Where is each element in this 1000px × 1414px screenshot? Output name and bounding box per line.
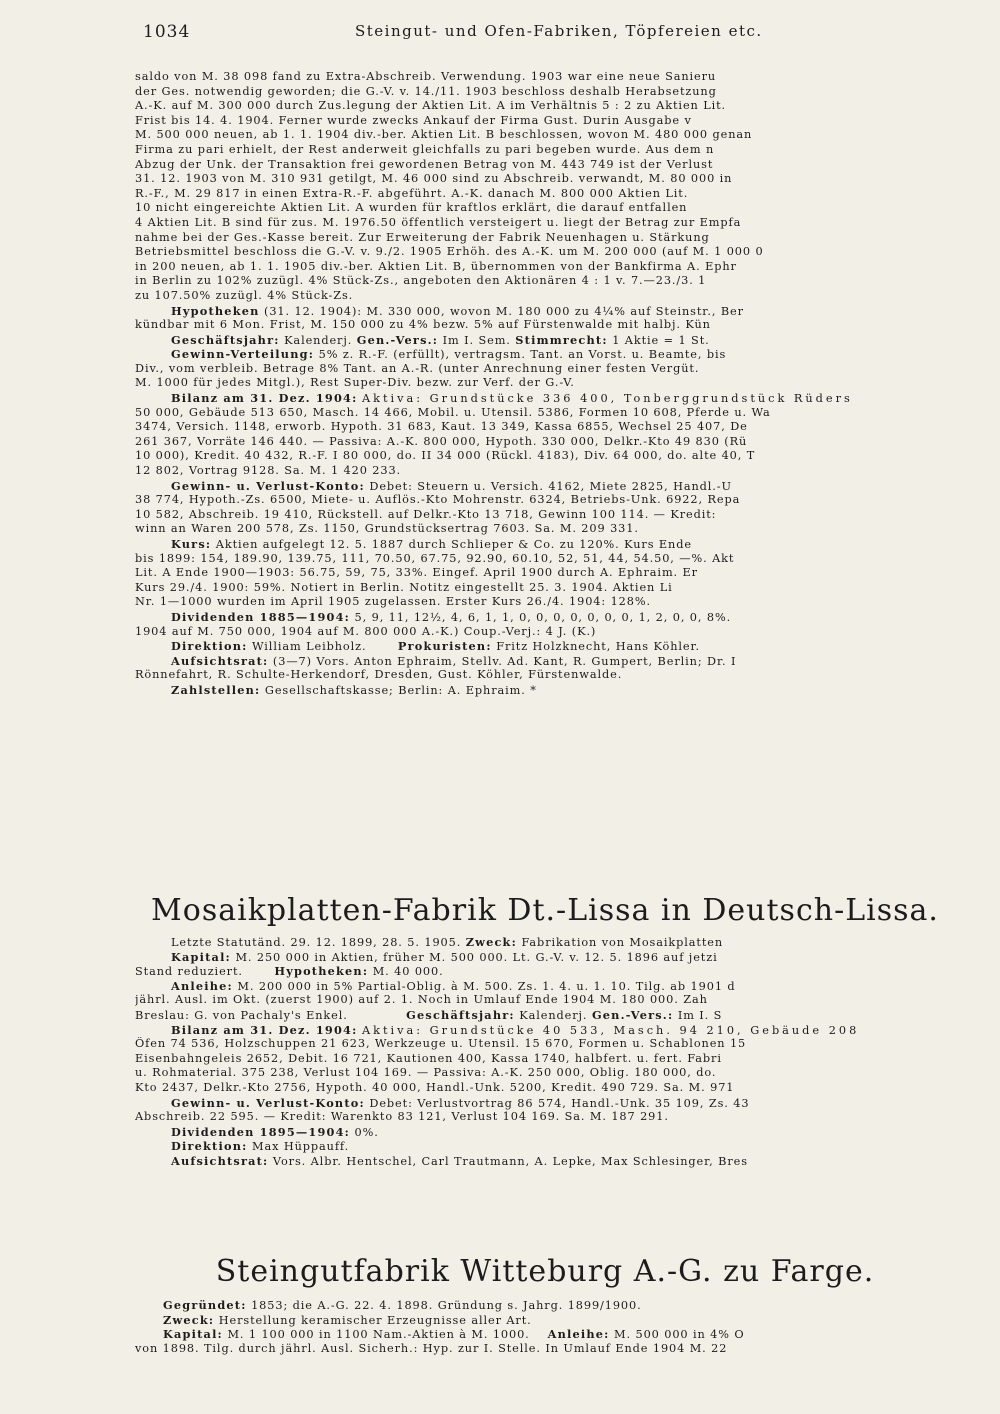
entry-text: Im I. S [677,1008,723,1022]
entry-label: Gen.-Vers.: [356,332,439,347]
entry-text: Herstellung keramischer Erzeugnisse aller Art. [218,1313,532,1327]
text-line: 3474, Versich. 1148, erworb. Hypoth. 31 683, Kaut. 13 349, Kassa 6855, Wechsel 25 407, De [135,420,748,434]
text-line: Kurs 29./4. 1900: 59%. Notiert in Berlin. Notitz eingestellt 25. 3. 1904. Aktien Li [135,580,673,594]
entry-text: Fabrikation von Mosaikplatten [521,936,724,949]
entry-label: Hypotheken: [274,964,369,979]
running-head: Steingut- und Ofen-Fabriken, Töpfereien etc. [355,22,763,40]
entry-text: (31. 12. 1904): M. 330 000, wovon M. 180 000 zu 4¼% auf Steinstr., Ber [264,304,744,318]
text-line: M. 500 000 neuen, ab 1. 1. 1904 div.-ber. Aktien Lit. B beschlossen, wovon M. 480 000 genan [135,128,753,142]
entry-text: Breslau: G. von Pachaly's Enkel. [135,1008,348,1022]
entry-label: Geschäftsjahr: [171,332,280,347]
entry-label: Zweck: [163,1312,215,1327]
text-line: der Ges. notwendig geworden; die G.-V. v. 14./11. 1903 beschloss deshalb Herabsetzung [135,84,717,98]
entry-label: Hypotheken [171,303,260,318]
text-line: Lit. A Ende 1900—1903: 56.75, 59, 75, 33%. Eingef. April 1900 durch A. Ephraim. Er [135,566,698,580]
entry-label: Gewinn-Verteilung: [171,347,315,362]
text-line: jährl. Ausl. im Okt. (zuerst 1900) auf 2. 1. Noch in Umlauf Ende 1904 M. 180 000. Zah [135,993,708,1007]
entry-label: Kapital: [163,1327,223,1342]
entry-label: Stimmrecht: [515,332,608,347]
entry-label: Zweck: [465,935,517,949]
text-line: winn an Waren 200 578, Zs. 1150, Grundstücksertrag 7603. Sa. M. 209 331. [135,522,639,536]
entry-label: Dividenden 1895—1904: [171,1124,351,1139]
entry-text: William Leibholz. [251,640,367,654]
text-line: saldo von M. 38 098 fand zu Extra-Abschreib. Verwendung. 1903 war eine neue Sanieru [135,70,717,83]
entry-text: Aktien aufgelegt 12. 5. 1887 durch Schlieper & Co. zu 120%. Kurs Ende [215,538,692,551]
entry-label: Geschäftsjahr: [406,1007,515,1022]
entry-text: (3—7) Vors. Anton Ephraim, Stellv. Ad. Kant, R. Gumpert, Berlin; Dr. I [272,654,737,668]
text-line: nahme bei der Ges.-Kasse bereit. Zur Erweiterung der Fabrik Neuenhagen u. Stärkung [135,230,710,244]
entry-label: Anleihe: [547,1327,610,1342]
company-title-mosaikplatten: Mosaikplatten-Fabrik Dt.-Lissa in Deutsch-Lissa. [151,893,939,928]
entry-text: M. 1 100 000 in 1100 Nam.-Aktien à M. 1000. [227,1328,530,1342]
direktion-entry [135,1139,935,1154]
entry-text: 1 Aktie = 1 St. [612,333,710,347]
gewinn-verlust-entry [135,1096,935,1111]
text-line: 261 367, Vorräte 146 440. — Passiva: A.-K. 800 000, Hypoth. 330 000, Delkr.-Kto 49 830 (Rü [135,434,748,448]
text-line: Rönnefahrt, R. Schulte-Herkendorf, Dresden, Gust. Köhler, Fürstenwalde. [135,668,623,682]
text-line: Frist bis 14. 4. 1904. Ferner wurde zwecks Ankauf der Firma Gust. Durin Ausgabe v [135,113,692,127]
entry-label: Gewinn- u. Verlust-Konto: [171,1095,365,1110]
entry-label: Gewinn- u. Verlust-Konto: [171,478,365,493]
kapital-entry [135,950,935,965]
text-line: bis 1899: 154, 189.90, 139.75, 111, 70.50, 67.75, 92.90, 60.10, 52, 51, 44, 54.50, —%. Akt [135,551,735,565]
hypotheken-entry [135,304,935,319]
kapital-entry [135,1327,935,1342]
entry-text: Gesellschaftskasse; Berlin: A. Ephraim. * [264,683,537,697]
text-line: Kto 2437, Delkr.-Kto 2756, Hypoth. 40 000, Handl.-Unk. 5200, Kredit. 490 729. Sa. M. 971 [135,1080,735,1094]
entry-text: Stand reduziert. [135,965,243,979]
entry-label: Kurs: [171,537,212,551]
gegruendet-entry [135,1298,935,1313]
bilanz-entry [135,1023,935,1038]
statut-entry [135,935,935,950]
aufsichtsrat-entry [135,1154,935,1169]
text-line: Betriebsmittel beschloss die G.-V. v. 9./2. 1905 Erhöh. des A.-K. um M. 200 000 (auf M. 1 000 0 [135,245,764,259]
entry-label: Dividenden 1885—1904: [171,609,351,624]
entry-label: Prokuristen: [397,639,492,654]
text-line: u. Rohmaterial. 375 238, Verlust 104 169. — Passiva: A.-K. 250 000, Oblig. 180 000, do. [135,1066,717,1080]
text-line: 50 000, Gebäude 513 650, Masch. 14 466, Mobil. u. Utensil. 5386, Formen 10 608, Pferde u. Wa [135,405,771,419]
entry-text: M. 40 000. [372,965,444,979]
section2-text [135,935,935,1169]
text-line: Firma zu pari erhielt, der Rest anderweit gleichfalls zu pari begeben wurde. Aus dem n [135,142,715,156]
entry-label: Gegründet: [163,1298,247,1312]
geschaeftsjahr-entry [135,333,935,348]
entry-text: Debet: Steuern u. Versich. 4162, Miete 2825, Handl.-U [369,479,732,493]
gewinn-verteilung-entry [135,347,935,362]
dividenden-entry [135,610,935,625]
entry-text: Aktiva: Grundstücke 336 400, Tonberggrundstück Rüders [361,392,853,406]
entry-label: Direktion: [171,639,248,654]
entry-label: Kapital: [171,949,231,964]
entry-text: M. 200 000 in 5% Partial-Oblig. à M. 500. Zs. 1. 4. u. 1. 10. Tilg. ab 1901 d [237,979,736,993]
entry-text: Kalenderj. [519,1008,588,1022]
aufsichtsrat-entry [135,654,935,669]
text-line: 4 Aktien Lit. B sind für zus. M. 1976.50 öffentlich versteigert u. liegt der Betrag zur Empfa [135,215,742,229]
text-line: 10 000), Kredit. 40 432, R.-F. I 80 000, do. II 34 000 (Rückl. 4183), Div. 64 000, do. alte 40, T [135,449,756,463]
direktion-entry [135,639,935,654]
entry-text: M. 500 000 in 4% O [614,1328,745,1342]
entry-label: Gen.-Vers.: [591,1007,674,1022]
anleihe-entry [135,979,935,994]
text-line: Abzug der Unk. der Transaktion frei gewordenen Betrag von M. 443 749 ist der Verlust [135,157,714,171]
dividenden-entry [135,1125,935,1140]
entry-text: 0%. [354,1125,379,1139]
text-line: A.-K. auf M. 300 000 durch Zus.legung der Aktien Lit. A im Verhältnis 5 : 2 zu Aktien Lit. [135,99,727,113]
text-line: 31. 12. 1903 von M. 310 931 getilgt, M. 46 000 sind zu Abschreib. verwandt, M. 80 000 in [135,172,733,186]
text-line: zu 107.50% zuzügl. 4% Stück-Zs. [135,288,354,302]
bilanz-entry [135,391,935,406]
text-line: 12 802, Vortrag 9128. Sa. M. 1 420 233. [135,464,402,478]
entry-text: 1853; die A.-G. 22. 4. 1898. Gründung s. Jahrg. 1899/1900. [251,1299,642,1312]
entry-text: Vors. Albr. Hentschel, Carl Trautmann, A. Lepke, Max Schlesinger, Bres [272,1154,748,1168]
text-line [135,1008,935,1023]
text-line: M. 1000 für jedes Mitgl.), Rest Super-Div. bezw. zur Verf. der G.-V. [135,376,575,390]
entry-text: 5, 9, 11, 12½, 4, 6, 1, 1, 0, 0, 0, 0, 0, 0, 0, 1, 2, 0, 0, 8%. [354,610,732,624]
entry-text: Fritz Holzknecht, Hans Köhler. [496,640,701,654]
entry-text: Im I. Sem. [442,333,511,347]
company-title-witteburg: Steingutfabrik Witteburg A.-G. zu Farge. [215,1254,875,1289]
entry-label: Anleihe: [171,978,233,993]
text-line: Div., vom verbleib. Betrage 8% Tant. an A.-R. (unter Anrechnung einer festen Vergüt. [135,361,700,375]
kurs-entry [135,537,935,552]
text-line: Eisenbahngeleis 2652, Debit. 16 721, Kautionen 400, Kassa 1740, halbfert. u. fert. Fabri [135,1051,722,1065]
text-line: 10 582, Abschreib. 19 410, Rückstell. auf Delkr.-Kto 13 718, Gewinn 100 114. — Kredit: [135,507,717,521]
text-line: Öfen 74 536, Holzschuppen 21 623, Werkzeuge u. Utensil. 15 670, Formen u. Schablonen 15 [135,1037,747,1051]
entry-text: Letzte Statutänd. 29. 12. 1899, 28. 5. 1905. [171,936,462,949]
entry-text: 5% z. R.-F. (erfüllt), vertragsm. Tant. an Vorst. u. Beamte, bis [318,348,727,362]
text-line: Nr. 1—1000 wurden im April 1905 zugelassen. Erster Kurs 26./4. 1904: 128%. [135,595,651,609]
text-line: 1904 auf M. 750 000, 1904 auf M. 800 000 A.-K.) Coup.-Verj.: 4 J. (K.) [135,624,597,638]
text-line: kündbar mit 6 Mon. Frist, M. 150 000 zu 4% bezw. 5% auf Fürstenwalde mit halbj. Kün [135,318,711,332]
entry-text: Debet: Verlustvortrag 86 574, Handl.-Unk. 35 109, Zs. 43 [369,1096,750,1110]
entry-text: Aktiva: Grundstücke 40 533, Masch. 94 210, Gebäude 208 [361,1023,860,1037]
gewinn-verlust-entry [135,479,935,494]
page-number: 1034 [143,22,191,42]
entry-label: Bilanz am 31. Dez. 1904: [171,391,358,406]
section1-text [135,70,935,698]
text-line: von 1898. Tilg. durch jährl. Ausl. Sicherh.: Hyp. zur I. Stelle. In Umlauf Ende 1904 M. 22 [135,1341,728,1355]
entry-label: Bilanz am 31. Dez. 1904: [171,1022,358,1037]
entry-label: Aufsichtsrat: [171,1153,269,1168]
text-line: in Berlin zu 102% zuzügl. 4% Stück-Zs., angeboten den Aktionären 4 : 1 v. 7.—23./3. 1 [135,274,707,288]
entry-text: M. 250 000 in Aktien, früher M. 500 000. Lt. G.-V. v. 12. 5. 1896 auf jetzi [235,950,718,964]
text-line [135,964,935,979]
text-line: Abschreib. 22 595. — Kredit: Warenkto 83 121, Verlust 104 169. Sa. M. 187 291. [135,1110,669,1124]
text-line: R.-F., M. 29 817 in einen Extra-R.-F. abgeführt. A.-K. danach M. 800 000 Aktien Lit. [135,186,689,200]
entry-text: Max Hüppauff. [251,1140,350,1154]
zahlstellen-entry [135,683,935,698]
section3-text [135,1298,935,1356]
entry-label: Zahlstellen: [171,682,261,697]
entry-label: Aufsichtsrat: [171,653,269,668]
entry-label: Direktion: [171,1139,248,1154]
text-line: 38 774, Hypoth.-Zs. 6500, Miete- u. Auflös.-Kto Mohrenstr. 6324, Betriebs-Unk. 6922, Repa [135,493,741,507]
text-line: 10 nicht eingereichte Aktien Lit. A wurden für kraftlos erklärt, die darauf entfallen [135,201,688,215]
entry-text: Kalenderj. [284,333,353,347]
zweck-entry [135,1313,935,1328]
text-line: in 200 neuen, ab 1. 1. 1905 div.-ber. Aktien Lit. B, übernommen von der Bankfirma A. Ephr [135,259,737,273]
